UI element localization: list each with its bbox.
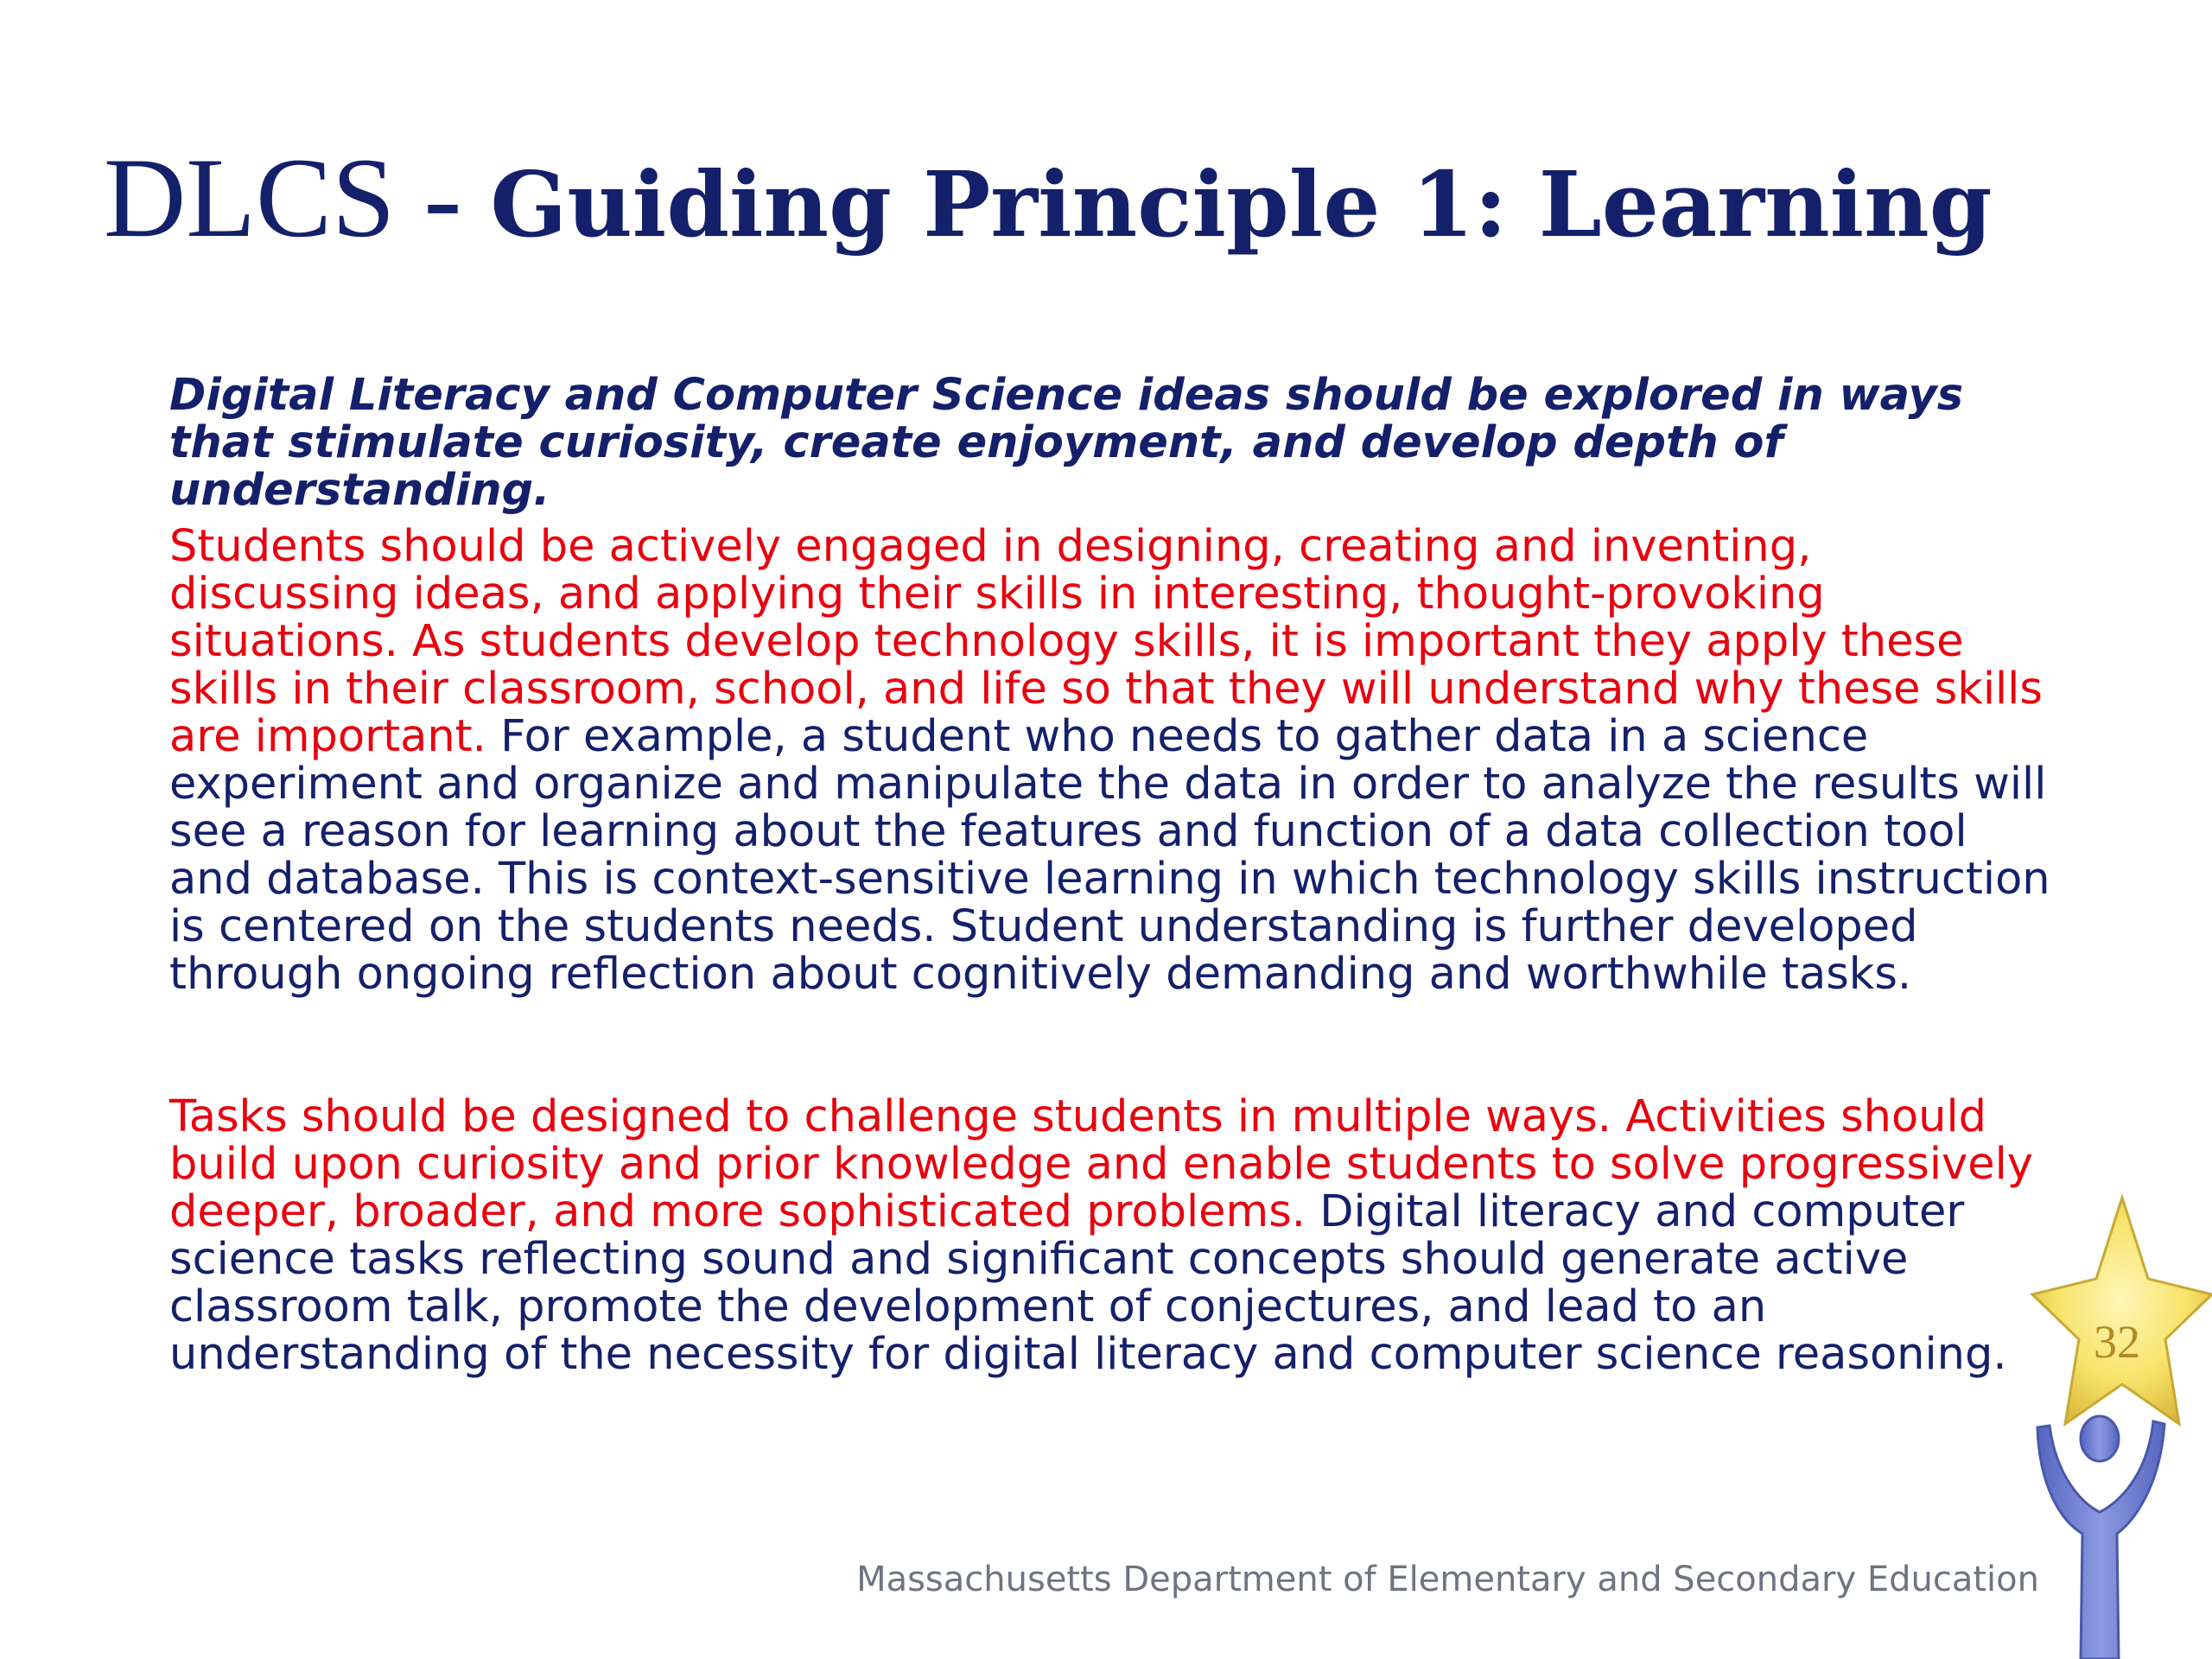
paragraph-1-highlight: Students should be actively engaged in designing, creating and inventing, discussing ideas, and applying their skills in interesting, thought-provoking situations. As students develop technology skills, it is important they apply these skills in their classroom, school, and life so that they will understand why these skills are important. — [169, 521, 2043, 762]
page-number: 32 — [2094, 1316, 2140, 1368]
paragraph-2-body: Digital literacy and computer science tasks reflecting sound and significant concepts should generate active classroom talk, promote the development of conjectures, and lead to an understanding of the necessity for digital literacy and computer science reasoning. — [169, 1186, 2007, 1380]
slide-content — [169, 372, 2053, 1378]
star-icon — [2032, 1198, 2212, 1424]
footer-organization: Massachusetts Department of Elementary and Secondary Education — [856, 1560, 2039, 1599]
paragraph-1-body: For example, a student who needs to gather data in a science experiment and organize and manipulate the data in order to analyze the results will see a reason for learning about the features and function of a data collection tool and database. This is context-sensitive learning in which technology skills instruction is centered on the students needs. Student understanding is further developed through ongoing reflection about cognitively demanding and worthwhile tasks. — [169, 711, 2050, 1000]
paragraph-2 — [169, 1093, 2053, 1378]
person-figure-icon — [2037, 1416, 2164, 1659]
title-prefix: DLCS - — [104, 134, 491, 261]
paragraph-1 — [169, 523, 2053, 998]
slide-title — [104, 130, 2126, 266]
paragraph-2-highlight: Tasks should be designed to challenge students in multiple ways. Activities should build upon curiosity and prior knowledge and enable students to solve progressively deeper, broader, and more sophisticated problems. — [169, 1091, 2033, 1237]
lead-statement: Digital Literacy and Computer Science ideas should be explored in ways that stimulate curiosity, create enjoyment, and develop depth of understanding. — [169, 370, 1964, 516]
title-main: Guiding Principle 1: Learning — [490, 151, 1993, 257]
